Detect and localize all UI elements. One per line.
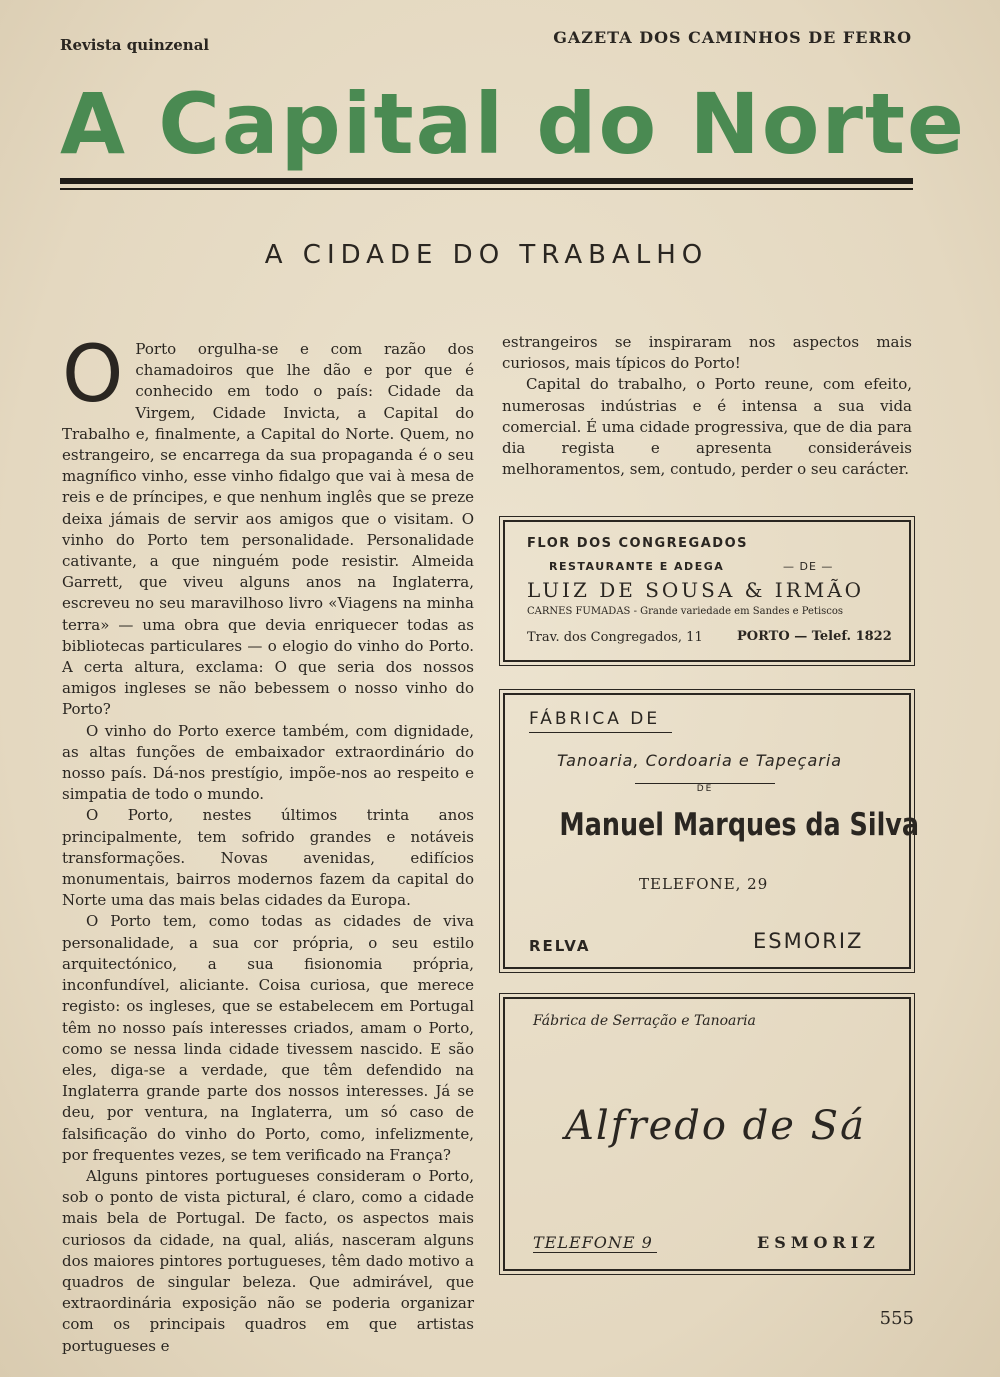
article-paragraph: O Porto, nestes últimos trinta anos principalmente, tem sofrido grandes e notáveis transformações. Novas avenidas, edifícios monumentais, bairros modernos fazem da capital do Norte uma das mais belas cidades da Europa. bbox=[62, 806, 474, 910]
article-column-right bbox=[502, 332, 912, 480]
article-paragraph: estrangeiros se inspiraram nos aspectos mais curiosos, mais típicos do Porto! bbox=[502, 333, 912, 373]
header-left: Revista quinzenal bbox=[60, 36, 210, 54]
ad-manuel-marques bbox=[503, 693, 920, 969]
title-rule-thin bbox=[60, 188, 913, 190]
article-column-left bbox=[62, 330, 474, 1357]
ad2-place-right: ESMORIZ bbox=[753, 929, 864, 953]
title-rule-thick bbox=[60, 178, 913, 184]
ad1-address: Trav. dos Congregados, 11 bbox=[527, 630, 703, 645]
article-paragraph: Alguns pintores portugueses consideram o Porto, sob o ponto de vista pictural, é claro, como a cidade mais bela de Portugal. De facto, os aspectos mais curiosos da cidade, na qual, aliás, nasceram alguns dos maiores pintores portugueses, têm dado motivo a quadros de singular beleza. Que admirável, que extraordinária exposição não se poderia organizar com os principais quadros em que artistas portugueses e bbox=[62, 1166, 474, 1355]
ad1-subtitle: RESTAURANTE E ADEGA bbox=[549, 560, 725, 573]
ad3-phone: TELEFONE 9 bbox=[533, 1233, 657, 1253]
ad-flor-dos-congregados bbox=[503, 520, 911, 662]
ad2-owner: Manuel Marques da Silva bbox=[559, 807, 920, 843]
article-paragraph: O vinho do Porto exerce também, com dignidade, as altas funções de embaixador extraordinário do nosso país. Dá-nos prestígio, impõe-nos ao respeito e simpatia de todo o mundo. bbox=[62, 721, 474, 804]
ad2-de: DE bbox=[635, 783, 775, 794]
article-paragraph: Capital do trabalho, o Porto reune, com efeito, numerosas indústrias e é intensa a sua vida comercial. É uma cidade progressiva, que de dia para dia regista e apresenta consideráveis melhoramentos, sem, contudo, perder o seu carácter. bbox=[502, 375, 913, 479]
ad1-owner: LUIZ DE SOUSA & IRMÃO bbox=[527, 578, 865, 602]
ad2-place-left: RELVA bbox=[529, 937, 591, 955]
ad1-name: FLOR DOS CONGREGADOS bbox=[527, 536, 748, 551]
ad2-trades: Tanoaria, Cordoaria e Tapeçaria bbox=[557, 751, 843, 770]
ad2-phone: TELEFONE, 29 bbox=[639, 875, 769, 893]
drop-cap: O bbox=[62, 330, 124, 420]
ad1-city-phone: PORTO — Telef. 1822 bbox=[737, 629, 892, 644]
article-subtitle: A CIDADE DO TRABALHO bbox=[264, 240, 709, 270]
ad2-heading: FÁBRICA DE bbox=[529, 709, 672, 733]
header-right: GAZETA DOS CAMINHOS DE FERRO bbox=[553, 28, 912, 47]
ad3-heading: Fábrica de Serração e Tanoaria bbox=[533, 1013, 756, 1029]
ad3-place: ESMORIZ bbox=[757, 1233, 880, 1252]
ad-alfredo-de-sa bbox=[503, 997, 911, 1271]
ad1-goods: CARNES FUMADAS - Grande variedade em Sandes e Petiscos bbox=[527, 606, 844, 617]
page-title: A Capital do Norte bbox=[60, 75, 967, 173]
article-paragraph: O Porto tem, como todas as cidades de viva personalidade, a sua cor própria, o seu estilo arquitectónico, a sua fisionomia própria, inconfundível, aliciante. Coisa curiosa, que merece registo: os ingleses, que se estabelecem em Portugal têm no nosso país interesses criados, amam o Porto, como se nessa linda cidade tivessem nascido. E são eles, diga-se a verdade, que têm defendido na Inglaterra grande parte dos nossos interesses. Já se deu, por ventura, na Inglaterra, um só caso de falsificação do vinho do Porto, como, infelizmente, por frequentes vezes, se tem verificado na França? bbox=[62, 912, 474, 1164]
ad1-de: — DE — bbox=[783, 560, 834, 573]
article-paragraph: O Porto orgulha-se e com razão dos chamadoiros que lhe dão e por que é conhecido em todo o país: Cidade da Virgem, Cidade Invicta, a Capital do Trabalho e, finalmente, a Capital do Norte. Quem, no estrangeiro, se encarrega da sua propaganda é o seu magnífico vinho, esse vinho fidalgo que vai à mesa de reis e de príncipes, e que nenhum inglês que se preze deixa jámais de servir aos amigos que o visitam. O vinho do Porto tem personalidade. Personalidade cativante, a que ninguém pode resistir. Almeida Garrett, que viveu alguns anos na Inglaterra, escreveu no seu maravilhoso livro «Viagens na minha terra» — uma obra que devia enriquecer todas as bibliotecas particulares — o elogio do vinho do Porto. A certa altura, exclama: O que seria dos nossos amigos ingleses se não bebessem o nosso vinho do Porto? bbox=[62, 330, 474, 719]
page-number: 555 bbox=[879, 1308, 914, 1329]
ad3-owner: Alfredo de Sá bbox=[565, 1103, 866, 1149]
